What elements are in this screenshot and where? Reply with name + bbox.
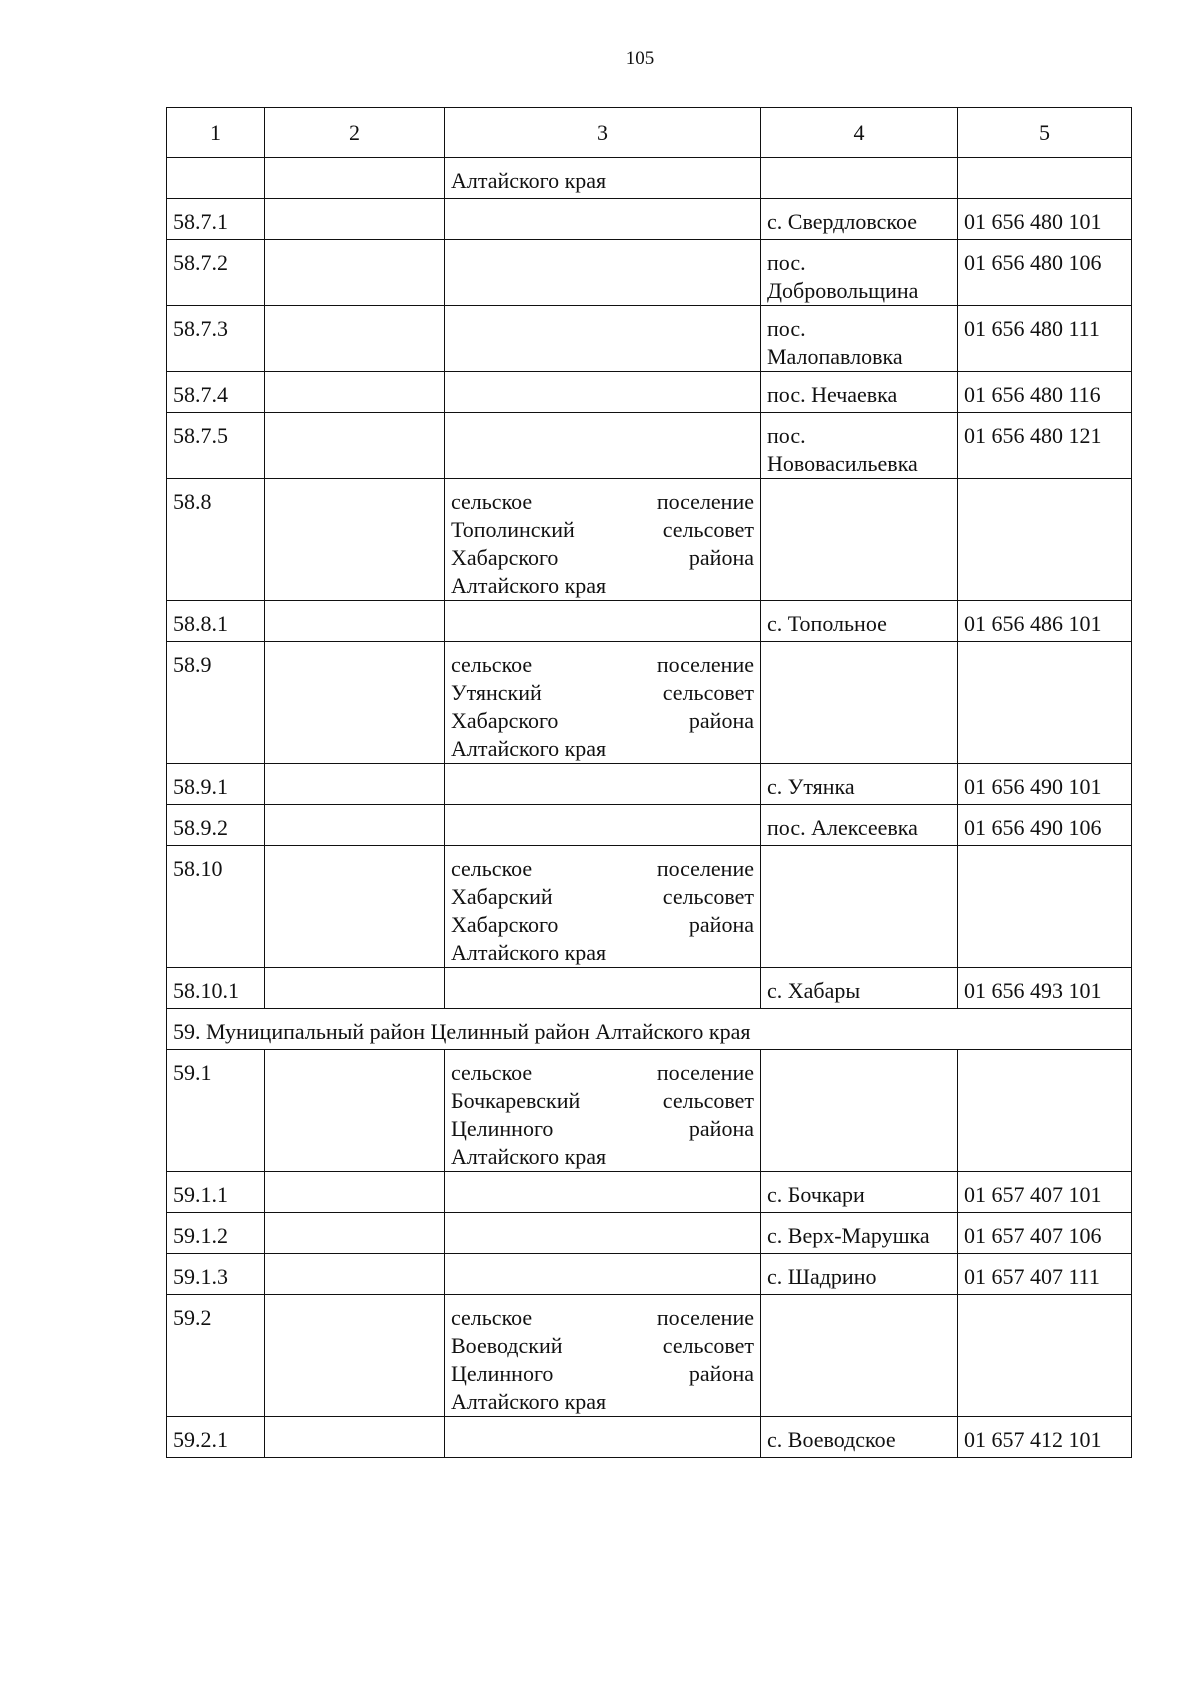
oktmo-code-cell: 01 656 480 101	[958, 199, 1132, 240]
settlement-line: пос. Нечаевка	[767, 382, 898, 407]
municipality-cell	[445, 158, 761, 199]
settlement-line: пос.	[767, 250, 806, 275]
empty-cell	[265, 764, 445, 805]
table-row	[167, 199, 1132, 240]
table-row	[167, 1417, 1132, 1458]
row-number-cell: 59.2	[167, 1295, 265, 1417]
row-number-cell: 58.8.1	[167, 601, 265, 642]
header-cell: 5	[958, 108, 1132, 158]
oktmo-code-cell: 01 656 480 116	[958, 372, 1132, 413]
row-number-cell: 58.10	[167, 846, 265, 968]
settlement-cell	[761, 642, 958, 764]
municipality-line: Целинного района	[451, 1361, 754, 1386]
table-row	[167, 479, 1132, 601]
table-row	[167, 968, 1132, 1009]
oktmo-code-cell: 01 656 486 101	[958, 601, 1132, 642]
row-number-cell: 58.7.4	[167, 372, 265, 413]
page-number: 105	[625, 48, 655, 69]
settlement-line: Нововасильевка	[767, 451, 918, 476]
empty-cell	[265, 1295, 445, 1417]
municipality-line: сельское поселение	[451, 1060, 754, 1085]
oktmo-code-cell: 01 656 490 101	[958, 764, 1132, 805]
municipality-cell	[445, 1213, 761, 1254]
municipality-line: Алтайского края	[451, 168, 607, 193]
settlement-cell	[761, 413, 958, 479]
settlement-cell	[761, 240, 958, 306]
municipality-line: Алтайского края	[451, 1144, 607, 1169]
municipality-line: Бочкаревский сельсовет	[451, 1088, 754, 1113]
empty-cell	[265, 199, 445, 240]
oktmo-code-cell: 01 656 490 106	[958, 805, 1132, 846]
table-row	[167, 764, 1132, 805]
municipality-line: Алтайского края	[451, 940, 607, 965]
row-number-cell: 58.10.1	[167, 968, 265, 1009]
municipality-cell	[445, 199, 761, 240]
settlement-cell	[761, 1213, 958, 1254]
header-cell: 1	[167, 108, 265, 158]
section-header-row	[167, 1009, 1132, 1050]
municipality-line: Воеводский сельсовет	[451, 1333, 754, 1358]
empty-cell	[265, 413, 445, 479]
empty-cell	[265, 846, 445, 968]
settlement-cell	[761, 306, 958, 372]
row-number-cell: 58.9.1	[167, 764, 265, 805]
oktmo-code-cell	[958, 846, 1132, 968]
oktmo-code-cell: 01 656 480 111	[958, 306, 1132, 372]
row-number-cell: 59.1.2	[167, 1213, 265, 1254]
row-number-cell: 58.7.5	[167, 413, 265, 479]
settlement-cell	[761, 372, 958, 413]
settlement-line: Добровольщина	[767, 278, 919, 303]
municipality-cell	[445, 1050, 761, 1172]
table-row	[167, 306, 1132, 372]
oktmo-code-cell: 01 656 480 106	[958, 240, 1132, 306]
settlement-line: с. Утянка	[767, 774, 855, 799]
municipality-cell	[445, 764, 761, 805]
municipality-line: Утянский сельсовет	[451, 680, 754, 705]
settlement-line: Малопавловка	[767, 344, 903, 369]
municipality-cell	[445, 1172, 761, 1213]
row-number-cell: 59.1.1	[167, 1172, 265, 1213]
header-cell: 3	[445, 108, 761, 158]
empty-cell	[265, 1172, 445, 1213]
municipality-cell	[445, 306, 761, 372]
empty-cell	[265, 805, 445, 846]
row-number-cell: 59.2.1	[167, 1417, 265, 1458]
municipality-line: Хабарского района	[451, 708, 754, 733]
empty-cell	[265, 1213, 445, 1254]
empty-cell	[265, 479, 445, 601]
table-header-row	[167, 108, 1132, 158]
settlement-line: с. Воеводское	[767, 1427, 896, 1452]
settlement-cell	[761, 199, 958, 240]
table-row	[167, 846, 1132, 968]
table-row	[167, 1050, 1132, 1172]
settlement-line: с. Свердловское	[767, 209, 917, 234]
table-row	[167, 1295, 1132, 1417]
row-number-cell: 58.7.3	[167, 306, 265, 372]
settlement-line: с. Топольное	[767, 611, 887, 636]
settlement-cell	[761, 968, 958, 1009]
empty-cell	[265, 1254, 445, 1295]
municipality-cell	[445, 479, 761, 601]
municipality-cell	[445, 1417, 761, 1458]
municipality-cell	[445, 642, 761, 764]
settlement-cell	[761, 764, 958, 805]
municipality-cell	[445, 413, 761, 479]
oktmo-code-cell: 01 657 412 101	[958, 1417, 1132, 1458]
municipality-cell	[445, 805, 761, 846]
municipality-cell	[445, 601, 761, 642]
header-cell: 4	[761, 108, 958, 158]
oktmo-code-cell	[958, 1050, 1132, 1172]
table-row	[167, 372, 1132, 413]
settlements-table	[166, 107, 1132, 1458]
empty-cell	[265, 158, 445, 199]
empty-cell	[265, 1417, 445, 1458]
settlement-line: с. Верх-Марушка	[767, 1223, 930, 1248]
table-row	[167, 1213, 1132, 1254]
municipality-line: сельское поселение	[451, 856, 754, 881]
row-number-cell: 58.7.2	[167, 240, 265, 306]
header-cell: 2	[265, 108, 445, 158]
settlement-cell	[761, 158, 958, 199]
municipality-line: Алтайского края	[451, 573, 607, 598]
oktmo-code-cell: 01 656 493 101	[958, 968, 1132, 1009]
municipality-line: Хабарского района	[451, 545, 754, 570]
municipality-line: сельское поселение	[451, 652, 754, 677]
row-number-cell: 58.9.2	[167, 805, 265, 846]
settlement-cell	[761, 601, 958, 642]
row-number-cell: 59.1.3	[167, 1254, 265, 1295]
settlement-line: пос.	[767, 423, 806, 448]
empty-cell	[265, 240, 445, 306]
municipality-line: Алтайского края	[451, 1389, 607, 1414]
row-number-cell: 59.1	[167, 1050, 265, 1172]
settlement-cell	[761, 1172, 958, 1213]
settlement-cell	[761, 479, 958, 601]
table-row	[167, 601, 1132, 642]
settlement-line: с. Бочкари	[767, 1182, 865, 1207]
settlement-cell	[761, 846, 958, 968]
oktmo-code-cell: 01 657 407 101	[958, 1172, 1132, 1213]
settlement-line: с. Хабары	[767, 978, 861, 1003]
table-row	[167, 1254, 1132, 1295]
row-number-cell: 58.8	[167, 479, 265, 601]
municipality-line: сельское поселение	[451, 1305, 754, 1330]
municipality-cell	[445, 1254, 761, 1295]
empty-cell	[265, 601, 445, 642]
municipality-line: Тополинский сельсовет	[451, 517, 754, 542]
settlement-line: с. Шадрино	[767, 1264, 877, 1289]
settlement-cell	[761, 1254, 958, 1295]
table-row	[167, 240, 1132, 306]
row-number-cell: 58.9	[167, 642, 265, 764]
row-number-cell	[167, 158, 265, 199]
settlement-cell	[761, 1050, 958, 1172]
empty-cell	[265, 306, 445, 372]
table-row	[167, 642, 1132, 764]
settlement-line: пос. Алексеевка	[767, 815, 918, 840]
oktmo-code-cell	[958, 1295, 1132, 1417]
settlement-cell	[761, 1295, 958, 1417]
municipality-line: Целинного района	[451, 1116, 754, 1141]
municipality-cell	[445, 846, 761, 968]
oktmo-code-cell	[958, 642, 1132, 764]
oktmo-code-cell: 01 657 407 111	[958, 1254, 1132, 1295]
row-number-cell: 58.7.1	[167, 199, 265, 240]
section-title: 59. Муниципальный район Целинный район Алтайского края	[167, 1009, 1132, 1050]
settlement-cell	[761, 805, 958, 846]
municipality-cell	[445, 1295, 761, 1417]
oktmo-code-cell: 01 657 407 106	[958, 1213, 1132, 1254]
empty-cell	[265, 1050, 445, 1172]
municipality-line: Хабарского района	[451, 912, 754, 937]
empty-cell	[265, 968, 445, 1009]
settlement-cell	[761, 1417, 958, 1458]
oktmo-code-cell	[958, 479, 1132, 601]
table-row	[167, 158, 1132, 199]
empty-cell	[265, 642, 445, 764]
municipality-line: Алтайского края	[451, 736, 607, 761]
municipality-cell	[445, 240, 761, 306]
municipality-line: сельское поселение	[451, 489, 754, 514]
municipality-cell	[445, 372, 761, 413]
oktmo-code-cell: 01 656 480 121	[958, 413, 1132, 479]
table-row	[167, 1172, 1132, 1213]
table-row	[167, 413, 1132, 479]
municipality-line: Хабарский сельсовет	[451, 884, 754, 909]
municipality-cell	[445, 968, 761, 1009]
settlement-line: пос.	[767, 316, 806, 341]
oktmo-code-cell	[958, 158, 1132, 199]
table-row	[167, 805, 1132, 846]
empty-cell	[265, 372, 445, 413]
